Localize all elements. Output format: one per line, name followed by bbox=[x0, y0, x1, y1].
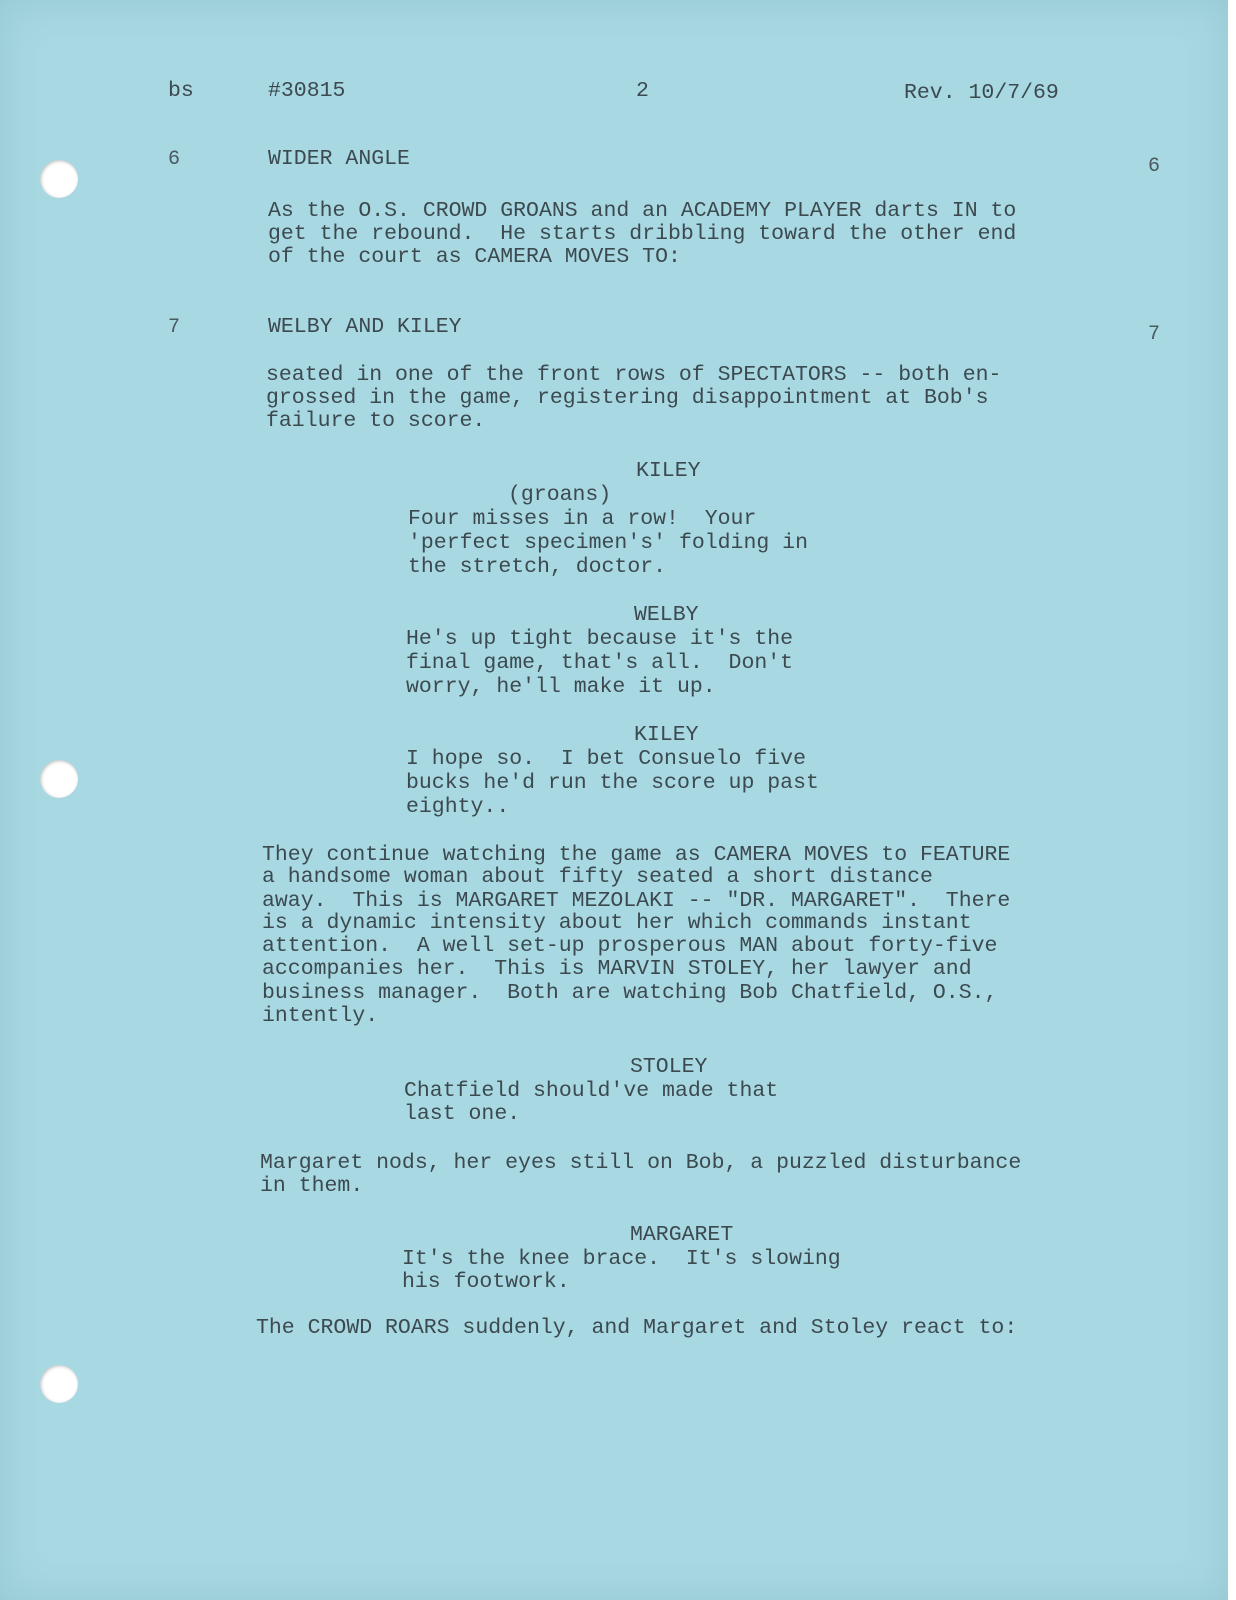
action-line: grossed in the game, registering disappointment at Bob's bbox=[266, 386, 989, 410]
header-script-number: #30815 bbox=[268, 79, 346, 103]
action-line: attention. A well set-up prosperous MAN about forty-five bbox=[262, 934, 998, 958]
header-page-number: 2 bbox=[636, 79, 649, 103]
character-name: MARGARET bbox=[630, 1223, 734, 1247]
character-name: WELBY bbox=[634, 603, 699, 627]
punch-hole-middle bbox=[40, 760, 78, 798]
action-line: intently. bbox=[262, 1004, 379, 1028]
action-line: of the court as CAMERA MOVES TO: bbox=[268, 245, 681, 269]
dialogue-line: 'perfect specimen's' folding in bbox=[408, 531, 808, 555]
header-initials: bs bbox=[168, 79, 194, 103]
action-line: away. This is MARGARET MEZOLAKI -- "DR. MARGARET". There bbox=[262, 889, 1011, 913]
parenthetical: (groans) bbox=[508, 483, 612, 507]
character-name: KILEY bbox=[634, 723, 699, 747]
character-name: KILEY bbox=[636, 459, 701, 483]
action-line: get the rebound. He starts dribbling toward the other end bbox=[268, 222, 1017, 246]
action-line: The CROWD ROARS suddenly, and Margaret and Stoley react to: bbox=[256, 1316, 1018, 1340]
scene-heading: WELBY AND KILEY bbox=[268, 315, 462, 339]
punch-hole-top bbox=[40, 160, 78, 198]
dialogue-line: Four misses in a row! Your bbox=[408, 507, 757, 531]
action-line: business manager. Both are watching Bob Chatfield, O.S., bbox=[262, 981, 998, 1005]
dialogue-line: his footwork. bbox=[402, 1270, 570, 1294]
dialogue-line: eighty.. bbox=[406, 795, 510, 819]
scene-number-left: 6 bbox=[168, 148, 181, 171]
action-line: failure to score. bbox=[266, 409, 486, 433]
dialogue-line: He's up tight because it's the bbox=[406, 627, 794, 651]
action-line: in them. bbox=[260, 1174, 364, 1198]
dialogue-line: Chatfield should've made that bbox=[404, 1079, 779, 1103]
dialogue-line: I hope so. I bet Consuelo five bbox=[406, 747, 806, 771]
action-line: accompanies her. This is MARVIN STOLEY, her lawyer and bbox=[262, 957, 972, 981]
character-name: STOLEY bbox=[630, 1055, 708, 1079]
action-line: As the O.S. CROWD GROANS and an ACADEMY PLAYER darts IN to bbox=[268, 199, 1017, 223]
dialogue-line: the stretch, doctor. bbox=[408, 555, 667, 579]
scene-number-right: 7 bbox=[1148, 323, 1161, 346]
dialogue-line: It's the knee brace. It's slowing bbox=[402, 1247, 841, 1271]
action-line: They continue watching the game as CAMERA MOVES to FEATURE bbox=[262, 843, 1011, 867]
header-revision: Rev. 10/7/69 bbox=[904, 81, 1059, 105]
action-line: a handsome woman about fifty seated a short distance bbox=[262, 865, 933, 889]
action-line: Margaret nods, her eyes still on Bob, a puzzled disturbance bbox=[260, 1151, 1022, 1175]
dialogue-line: last one. bbox=[404, 1102, 521, 1126]
dialogue-line: bucks he'd run the score up past bbox=[406, 771, 819, 795]
action-line: seated in one of the front rows of SPECTATORS -- both en- bbox=[266, 363, 1002, 387]
scene-heading: WIDER ANGLE bbox=[268, 147, 410, 171]
dialogue-line: final game, that's all. Don't bbox=[406, 651, 794, 675]
dialogue-line: worry, he'll make it up. bbox=[406, 675, 716, 699]
punch-hole-bottom bbox=[40, 1365, 78, 1403]
scene-number-right: 6 bbox=[1148, 155, 1161, 178]
scene-number-left: 7 bbox=[168, 316, 181, 339]
action-line: is a dynamic intensity about her which commands instant bbox=[262, 911, 972, 935]
